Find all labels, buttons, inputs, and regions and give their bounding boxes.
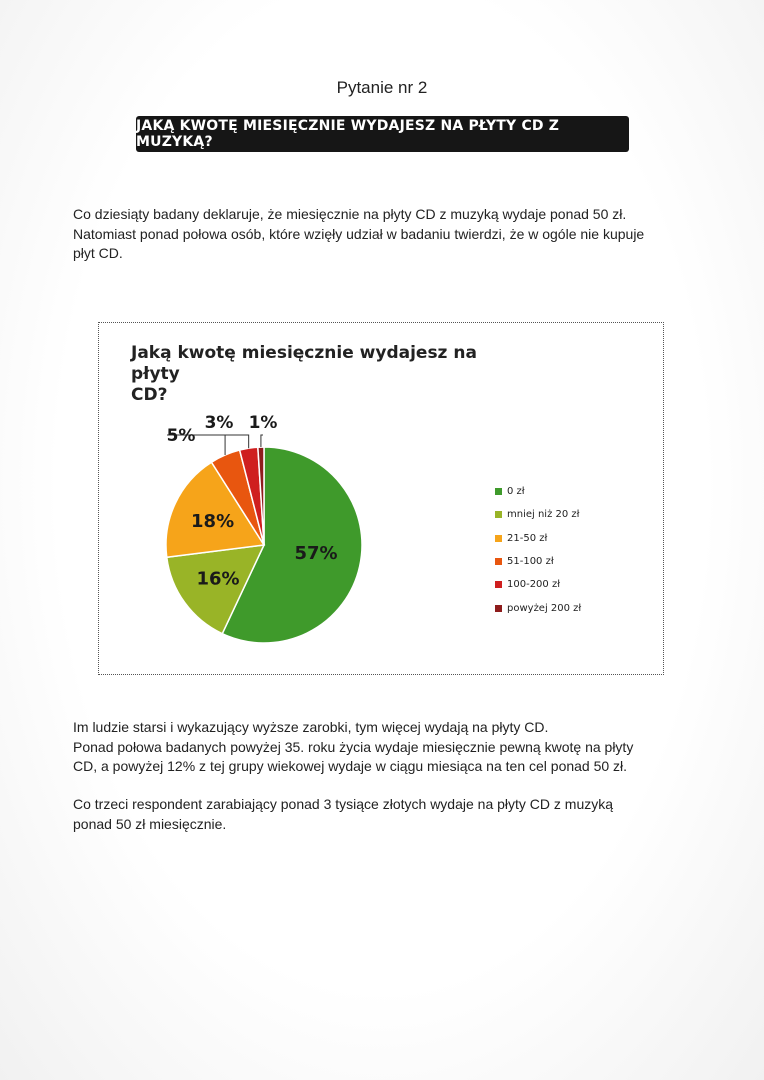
- pie-slice-label: 5%: [166, 426, 196, 446]
- intro-line: Co dziesiąty badany deklaruje, że miesięcznie na płyty CD z muzyką wydaje ponad 50 zł.: [73, 206, 627, 222]
- pie-slice-label: 3%: [204, 413, 234, 433]
- legend-swatch: [495, 558, 502, 565]
- pie-leader-line: [261, 435, 263, 447]
- legend-label: mniej niż 20 zł: [507, 509, 580, 521]
- findings-line: Ponad połowa badanych powyżej 35. roku życia wydaje miesięcznie pewną kwotę na płyty: [73, 738, 634, 755]
- income-paragraph: [73, 795, 703, 834]
- legend-label: 100-200 zł: [507, 579, 561, 591]
- legend-item: [495, 550, 581, 573]
- chart-legend: [495, 480, 581, 620]
- legend-swatch: [495, 511, 502, 518]
- chart-title-line: CD?: [131, 385, 168, 405]
- legend-item: [495, 596, 581, 619]
- legend-swatch: [495, 581, 502, 588]
- legend-swatch: [495, 605, 502, 612]
- pie-slice-label: 1%: [248, 413, 278, 433]
- intro-line: Natomiast ponad połowa osób, które wzięły udział w badaniu twierdzi, że w ogóle nie kupuje: [73, 225, 645, 242]
- pie-slice-label: 57%: [294, 543, 338, 564]
- chart-frame: [98, 322, 664, 675]
- legend-swatch: [495, 535, 502, 542]
- findings-line: Im ludzie starsi i wykazujący wyższe zarobki, tym więcej wydają na płyty CD.: [73, 719, 549, 735]
- findings-paragraph: [73, 718, 703, 777]
- chart-title-line: Jaką kwotę miesięcznie wydajesz na płyty: [131, 343, 477, 384]
- intro-paragraph: [73, 205, 703, 264]
- legend-item: [495, 503, 581, 526]
- pie-slice-label: 16%: [196, 568, 240, 590]
- pie-slice-label: 18%: [191, 510, 235, 532]
- findings-line: CD, a powyżej 12% z tej grupy wiekowej wydaje w ciągu miesiąca na ten cel ponad 50 zł.: [73, 758, 628, 774]
- legend-label: 21-50 zł: [507, 532, 548, 544]
- page-header: Pytanie nr 2: [336, 78, 428, 97]
- legend-label: powyżej 200 zł: [507, 602, 582, 614]
- legend-swatch: [495, 488, 502, 495]
- legend-item: [495, 480, 581, 503]
- question-banner: JAKĄ KWOTĘ MIESIĘCZNIE WYDAJESZ NA PŁYTY CD Z MUZYKĄ?: [136, 116, 629, 152]
- legend-item: [495, 527, 581, 550]
- intro-line: płyt CD.: [73, 245, 123, 261]
- legend-label: 0 zł: [507, 486, 525, 498]
- income-line: Co trzeci respondent zarabiający ponad 3 tysiące złotych wydaje na płyty CD z muzyką: [73, 796, 614, 812]
- legend-item: [495, 573, 581, 596]
- income-line: ponad 50 zł miesięcznie.: [73, 815, 227, 832]
- legend-label: 51-100 zł: [507, 556, 554, 568]
